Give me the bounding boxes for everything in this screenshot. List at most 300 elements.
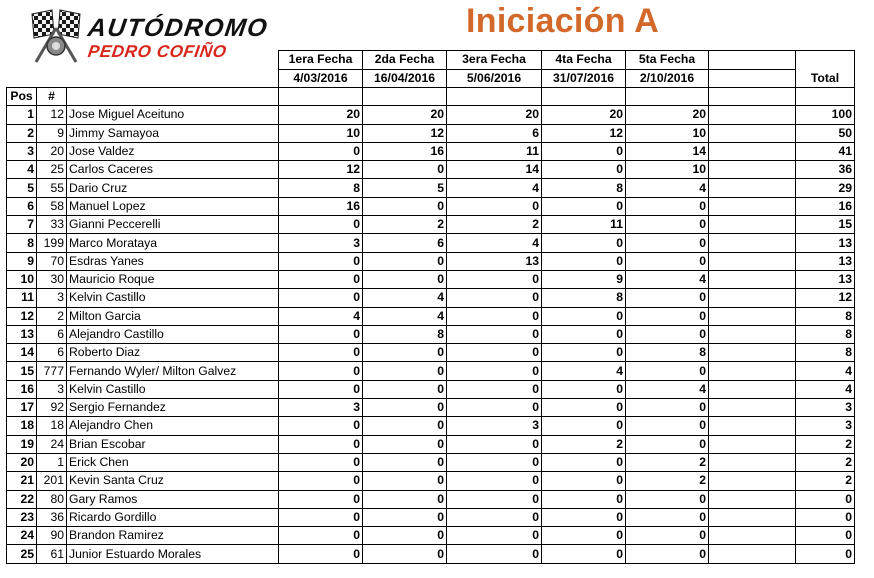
table-row (7, 325, 855, 343)
total-points-cell: 15 (796, 216, 855, 234)
fecha-points-cell: 0 (626, 435, 709, 453)
fecha-points-cell: 0 (279, 490, 363, 508)
total-points-cell: 8 (796, 325, 855, 343)
table-row (7, 197, 855, 215)
total-points-cell: 0 (796, 545, 855, 563)
fecha-points-cell: 8 (542, 289, 626, 307)
empty-cell (709, 545, 796, 563)
table-row (7, 545, 855, 563)
fecha-points-cell: 0 (279, 417, 363, 435)
position-cell: 19 (7, 435, 37, 453)
total-points-cell: 3 (796, 417, 855, 435)
position-cell: 2 (7, 124, 37, 142)
empty-cell (709, 179, 796, 197)
fecha-points-cell: 16 (279, 197, 363, 215)
car-number-cell: 90 (37, 527, 67, 545)
empty-cell (447, 88, 542, 106)
driver-name-cell: Jose Valdez (67, 142, 279, 160)
empty-cell (709, 142, 796, 160)
driver-name-cell: Erick Chen (67, 453, 279, 471)
position-cell: 7 (7, 216, 37, 234)
car-number-cell: 777 (37, 362, 67, 380)
fecha-points-cell: 4 (363, 289, 447, 307)
fecha-points-cell: 0 (279, 362, 363, 380)
driver-name-cell: Kelvin Castillo (67, 289, 279, 307)
fecha-points-cell: 0 (279, 435, 363, 453)
fecha-points-cell: 0 (542, 527, 626, 545)
fecha-points-cell: 6 (447, 124, 542, 142)
empty-header-cell (709, 51, 796, 70)
empty-cell (709, 325, 796, 343)
fecha-points-cell: 0 (542, 417, 626, 435)
position-cell: 17 (7, 399, 37, 417)
driver-name-cell: Fernando Wyler/ Milton Galvez (67, 362, 279, 380)
empty-cell (709, 270, 796, 288)
fecha-points-cell: 0 (363, 161, 447, 179)
car-number-cell: 3 (37, 289, 67, 307)
header-row-labels (7, 51, 855, 70)
fecha-points-cell: 0 (279, 270, 363, 288)
position-cell: 16 (7, 380, 37, 398)
fecha-points-cell: 2 (363, 216, 447, 234)
fecha-points-cell: 0 (363, 453, 447, 471)
header-blank (7, 51, 279, 70)
driver-name-cell: Jose Miguel Aceituno (67, 106, 279, 124)
car-number-cell: 36 (37, 508, 67, 526)
table-row (7, 472, 855, 490)
car-number-cell: 6 (37, 344, 67, 362)
fecha-points-cell: 0 (542, 472, 626, 490)
fecha-label: 4ta Fecha (542, 51, 626, 70)
total-points-cell: 4 (796, 362, 855, 380)
driver-name-cell: Carlos Caceres (67, 161, 279, 179)
fecha-points-cell: 3 (447, 417, 542, 435)
fecha-points-cell: 2 (626, 453, 709, 471)
empty-cell (709, 527, 796, 545)
driver-name-cell: Brandon Ramirez (67, 527, 279, 545)
fecha-points-cell: 9 (542, 270, 626, 288)
fecha-points-cell: 0 (626, 417, 709, 435)
car-number-cell: 80 (37, 490, 67, 508)
fecha-points-cell: 0 (542, 161, 626, 179)
empty-cell (709, 417, 796, 435)
fecha-points-cell: 0 (626, 197, 709, 215)
table-row (7, 179, 855, 197)
total-points-cell: 8 (796, 307, 855, 325)
position-cell: 22 (7, 490, 37, 508)
empty-cell (709, 216, 796, 234)
fecha-points-cell: 11 (542, 216, 626, 234)
total-points-cell: 29 (796, 179, 855, 197)
car-number-cell: 24 (37, 435, 67, 453)
position-cell: 11 (7, 289, 37, 307)
car-number-cell: 2 (37, 307, 67, 325)
fecha-points-cell: 0 (279, 142, 363, 160)
driver-name-cell: Dario Cruz (67, 179, 279, 197)
position-cell: 5 (7, 179, 37, 197)
fecha-points-cell: 12 (363, 124, 447, 142)
fecha-points-cell: 0 (279, 252, 363, 270)
position-cell: 6 (7, 197, 37, 215)
position-cell: 9 (7, 252, 37, 270)
header-blank (7, 69, 279, 88)
fecha-points-cell: 0 (626, 216, 709, 234)
driver-name-cell: Gianni Peccerelli (67, 216, 279, 234)
fecha-points-cell: 0 (363, 435, 447, 453)
total-points-cell: 3 (796, 399, 855, 417)
driver-name-cell: Jimmy Samayoa (67, 124, 279, 142)
total-points-cell: 4 (796, 380, 855, 398)
fecha-points-cell: 12 (542, 124, 626, 142)
fecha-date: 4/03/2016 (279, 69, 363, 88)
fecha-label: 3era Fecha (447, 51, 542, 70)
total-points-cell: 50 (796, 124, 855, 142)
car-number-cell: 70 (37, 252, 67, 270)
fecha-points-cell: 0 (542, 399, 626, 417)
fecha-points-cell: 0 (626, 508, 709, 526)
empty-cell (709, 435, 796, 453)
empty-cell (709, 380, 796, 398)
pos-header: Pos (7, 88, 37, 106)
fecha-points-cell: 20 (542, 106, 626, 124)
driver-name-cell: Manuel Lopez (67, 197, 279, 215)
total-points-cell: 100 (796, 106, 855, 124)
header-row-dates (7, 69, 855, 88)
empty-cell (709, 161, 796, 179)
fecha-points-cell: 4 (542, 362, 626, 380)
position-cell: 4 (7, 161, 37, 179)
car-number-cell: 55 (37, 179, 67, 197)
fecha-points-cell: 0 (542, 234, 626, 252)
fecha-points-cell: 12 (279, 161, 363, 179)
number-header: # (37, 88, 67, 106)
fecha-points-cell: 0 (542, 344, 626, 362)
table-row (7, 307, 855, 325)
fecha-points-cell: 0 (279, 545, 363, 563)
fecha-points-cell: 0 (626, 325, 709, 343)
fecha-points-cell: 0 (447, 527, 542, 545)
car-number-cell: 92 (37, 399, 67, 417)
empty-cell (709, 252, 796, 270)
table-row (7, 252, 855, 270)
driver-name-cell: Alejandro Castillo (67, 325, 279, 343)
car-number-cell: 12 (37, 106, 67, 124)
fecha-points-cell: 0 (363, 252, 447, 270)
total-points-cell: 2 (796, 435, 855, 453)
fecha-points-cell: 8 (363, 325, 447, 343)
empty-cell (709, 344, 796, 362)
fecha-points-cell: 0 (363, 344, 447, 362)
table-row (7, 142, 855, 160)
fecha-points-cell: 0 (363, 197, 447, 215)
driver-name-cell: Brian Escobar (67, 435, 279, 453)
fecha-points-cell: 0 (279, 508, 363, 526)
fecha-points-cell: 2 (447, 216, 542, 234)
total-points-cell: 36 (796, 161, 855, 179)
fecha-points-cell: 0 (447, 399, 542, 417)
table-row (7, 490, 855, 508)
empty-cell (709, 307, 796, 325)
fecha-points-cell: 16 (363, 142, 447, 160)
fecha-points-cell: 0 (363, 545, 447, 563)
fecha-date: 2/10/2016 (626, 69, 709, 88)
fecha-date: 5/06/2016 (447, 69, 542, 88)
table-row (7, 216, 855, 234)
fecha-points-cell: 0 (363, 417, 447, 435)
fecha-points-cell: 8 (626, 344, 709, 362)
table-row (7, 508, 855, 526)
total-points-cell: 16 (796, 197, 855, 215)
empty-cell (709, 453, 796, 471)
fecha-points-cell: 0 (542, 142, 626, 160)
fecha-points-cell: 0 (279, 216, 363, 234)
fecha-label: 2da Fecha (363, 51, 447, 70)
fecha-points-cell: 0 (363, 508, 447, 526)
fecha-points-cell: 0 (626, 527, 709, 545)
position-cell: 25 (7, 545, 37, 563)
table-row (7, 124, 855, 142)
fecha-points-cell: 10 (279, 124, 363, 142)
driver-name-cell: Kevin Santa Cruz (67, 472, 279, 490)
fecha-points-cell: 0 (447, 362, 542, 380)
fecha-points-cell: 10 (626, 124, 709, 142)
fecha-points-cell: 0 (279, 289, 363, 307)
fecha-points-cell: 4 (279, 307, 363, 325)
empty-cell (542, 88, 626, 106)
fecha-points-cell: 0 (447, 289, 542, 307)
fecha-points-cell: 20 (279, 106, 363, 124)
empty-cell (709, 289, 796, 307)
fecha-points-cell: 0 (626, 252, 709, 270)
car-number-cell: 25 (37, 161, 67, 179)
fecha-points-cell: 0 (279, 472, 363, 490)
empty-cell (709, 88, 796, 106)
car-number-cell: 33 (37, 216, 67, 234)
position-cell: 15 (7, 362, 37, 380)
position-cell: 24 (7, 527, 37, 545)
total-points-cell: 13 (796, 252, 855, 270)
table-row (7, 289, 855, 307)
driver-name-cell: Esdras Yanes (67, 252, 279, 270)
empty-header-cell (709, 69, 796, 88)
empty-cell (709, 399, 796, 417)
total-points-cell: 2 (796, 472, 855, 490)
total-points-cell: 13 (796, 270, 855, 288)
table-row (7, 453, 855, 471)
fecha-points-cell: 0 (542, 490, 626, 508)
driver-name-cell: Mauricio Roque (67, 270, 279, 288)
fecha-points-cell: 0 (626, 545, 709, 563)
table-row (7, 417, 855, 435)
fecha-points-cell: 4 (447, 179, 542, 197)
fecha-points-cell: 0 (363, 472, 447, 490)
driver-name-cell: Alejandro Chen (67, 417, 279, 435)
fecha-points-cell: 0 (363, 270, 447, 288)
total-points-cell: 12 (796, 289, 855, 307)
car-number-cell: 58 (37, 197, 67, 215)
fecha-points-cell: 0 (626, 289, 709, 307)
fecha-points-cell: 10 (626, 161, 709, 179)
table-row (7, 362, 855, 380)
fecha-points-cell: 0 (542, 307, 626, 325)
car-number-cell: 199 (37, 234, 67, 252)
empty-cell (709, 490, 796, 508)
position-cell: 14 (7, 344, 37, 362)
fecha-points-cell: 0 (363, 399, 447, 417)
fecha-points-cell: 0 (447, 545, 542, 563)
position-cell: 18 (7, 417, 37, 435)
fecha-points-cell: 0 (626, 234, 709, 252)
fecha-label: 1era Fecha (279, 51, 363, 70)
car-number-cell: 18 (37, 417, 67, 435)
position-cell: 20 (7, 453, 37, 471)
fecha-points-cell: 0 (542, 545, 626, 563)
empty-cell (709, 234, 796, 252)
fecha-points-cell: 0 (363, 527, 447, 545)
name-header (67, 88, 279, 106)
car-number-cell: 61 (37, 545, 67, 563)
position-cell: 13 (7, 325, 37, 343)
total-points-cell: 8 (796, 344, 855, 362)
fecha-points-cell: 0 (447, 325, 542, 343)
fecha-points-cell: 0 (542, 508, 626, 526)
table-row (7, 106, 855, 124)
fecha-points-cell: 3 (279, 399, 363, 417)
fecha-points-cell: 0 (447, 508, 542, 526)
fecha-points-cell: 0 (447, 472, 542, 490)
fecha-points-cell: 8 (279, 179, 363, 197)
fecha-points-cell: 0 (363, 380, 447, 398)
fecha-points-cell: 20 (363, 106, 447, 124)
fecha-points-cell: 0 (542, 453, 626, 471)
position-cell: 12 (7, 307, 37, 325)
driver-name-cell: Junior Estuardo Morales (67, 545, 279, 563)
fecha-points-cell: 0 (447, 197, 542, 215)
empty-cell (709, 362, 796, 380)
total-header: Total (796, 51, 855, 88)
empty-cell (626, 88, 709, 106)
car-number-cell: 20 (37, 142, 67, 160)
position-cell: 23 (7, 508, 37, 526)
empty-cell (709, 106, 796, 124)
fecha-points-cell: 0 (626, 399, 709, 417)
total-points-cell: 0 (796, 508, 855, 526)
fecha-points-cell: 8 (542, 179, 626, 197)
car-number-cell: 3 (37, 380, 67, 398)
fecha-points-cell: 20 (626, 106, 709, 124)
fecha-points-cell: 0 (542, 325, 626, 343)
fecha-points-cell: 4 (626, 380, 709, 398)
logo-line-autodromo: AUTÓDROMO (86, 14, 271, 42)
fecha-points-cell: 4 (363, 307, 447, 325)
table-row (7, 344, 855, 362)
empty-cell (709, 508, 796, 526)
fecha-points-cell: 4 (626, 179, 709, 197)
table-row (7, 435, 855, 453)
fecha-points-cell: 0 (447, 380, 542, 398)
fecha-points-cell: 2 (542, 435, 626, 453)
fecha-points-cell: 0 (447, 490, 542, 508)
car-number-cell: 30 (37, 270, 67, 288)
fecha-points-cell: 0 (279, 325, 363, 343)
fecha-points-cell: 0 (626, 362, 709, 380)
fecha-points-cell: 0 (447, 435, 542, 453)
fecha-points-cell: 13 (447, 252, 542, 270)
driver-name-cell: Milton Garcia (67, 307, 279, 325)
fecha-points-cell: 6 (363, 234, 447, 252)
table-row (7, 380, 855, 398)
position-cell: 8 (7, 234, 37, 252)
fecha-points-cell: 0 (363, 490, 447, 508)
driver-name-cell: Roberto Diaz (67, 344, 279, 362)
total-points-cell: 41 (796, 142, 855, 160)
driver-name-cell: Kelvin Castillo (67, 380, 279, 398)
fecha-points-cell: 0 (447, 270, 542, 288)
fecha-date: 16/04/2016 (363, 69, 447, 88)
table-row (7, 234, 855, 252)
fecha-points-cell: 0 (279, 380, 363, 398)
fecha-points-cell: 0 (279, 527, 363, 545)
fecha-points-cell: 3 (279, 234, 363, 252)
car-number-cell: 201 (37, 472, 67, 490)
driver-name-cell: Ricardo Gordillo (67, 508, 279, 526)
page-title: Iniciación A (466, 2, 660, 40)
fecha-points-cell: 4 (626, 270, 709, 288)
fecha-points-cell: 14 (626, 142, 709, 160)
fecha-points-cell: 20 (447, 106, 542, 124)
table-row (7, 270, 855, 288)
position-cell: 10 (7, 270, 37, 288)
car-number-cell: 9 (37, 124, 67, 142)
table-row (7, 527, 855, 545)
empty-cell (279, 88, 363, 106)
empty-cell (709, 472, 796, 490)
total-points-cell: 0 (796, 490, 855, 508)
table-row (7, 161, 855, 179)
driver-name-cell: Sergio Fernandez (67, 399, 279, 417)
driver-name-cell: Marco Morataya (67, 234, 279, 252)
fecha-points-cell: 0 (626, 490, 709, 508)
fecha-points-cell: 0 (542, 197, 626, 215)
fecha-points-cell: 0 (447, 307, 542, 325)
fecha-points-cell: 5 (363, 179, 447, 197)
car-number-cell: 1 (37, 453, 67, 471)
position-cell: 1 (7, 106, 37, 124)
total-points-cell: 0 (796, 527, 855, 545)
fecha-points-cell: 2 (626, 472, 709, 490)
logo-line-pedro-cofino: PEDRO COFIÑO (86, 42, 228, 61)
fecha-points-cell: 4 (447, 234, 542, 252)
column-header-row (7, 88, 855, 106)
fecha-points-cell: 14 (447, 161, 542, 179)
fecha-points-cell: 0 (542, 380, 626, 398)
fecha-points-cell: 0 (279, 453, 363, 471)
fecha-points-cell: 0 (542, 252, 626, 270)
fecha-points-cell: 0 (279, 344, 363, 362)
position-cell: 3 (7, 142, 37, 160)
fecha-points-cell: 0 (447, 453, 542, 471)
empty-cell (709, 124, 796, 142)
driver-name-cell: Gary Ramos (67, 490, 279, 508)
fecha-points-cell: 0 (447, 344, 542, 362)
fecha-label: 5ta Fecha (626, 51, 709, 70)
table-row (7, 399, 855, 417)
fecha-points-cell: 0 (626, 307, 709, 325)
fecha-points-cell: 11 (447, 142, 542, 160)
car-number-cell: 6 (37, 325, 67, 343)
results-table (6, 50, 855, 564)
total-points-cell: 13 (796, 234, 855, 252)
